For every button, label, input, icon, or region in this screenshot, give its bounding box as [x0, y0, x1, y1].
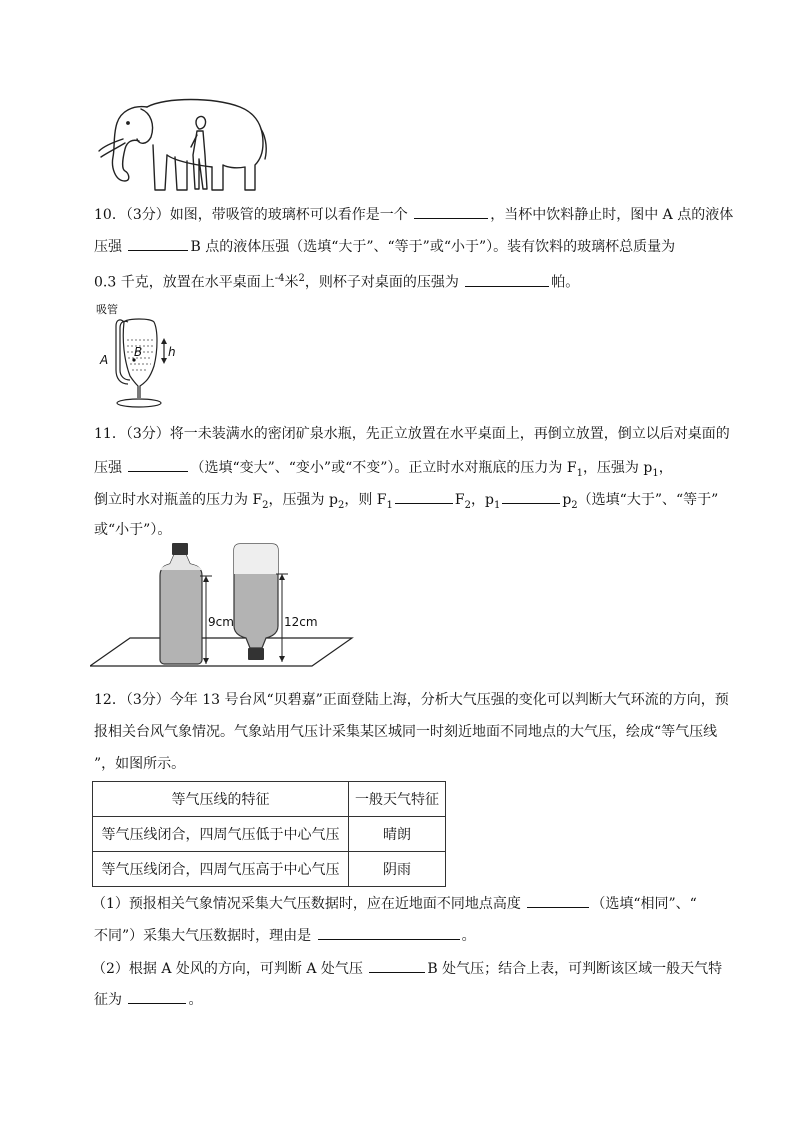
q12-blank-3[interactable]: [369, 958, 425, 973]
q12-sub1-text-1b: （选填“相同”、“: [591, 896, 697, 912]
q10-text-3a: 0.3 千克，放置在水平桌面上: [94, 274, 275, 291]
q11-text-2d: ，: [658, 460, 673, 476]
q10-text-3b: 米: [284, 274, 299, 291]
q10-number: 10．: [94, 207, 126, 223]
q10-text-3c: ，则杯子对桌面的压强为: [304, 274, 459, 291]
table-header-cell: 等气压线的特征: [93, 782, 349, 817]
q12-sub1-text-2b: 。: [461, 928, 476, 944]
q12-sub2-text-2b: 。: [188, 992, 203, 1008]
q12-line-1: [94, 690, 729, 710]
bottles-figure: [90, 540, 360, 670]
sub-7: 1: [493, 499, 501, 511]
q12-sub2-text-2a: 征为: [94, 992, 122, 1008]
table-row: [93, 817, 446, 852]
q11-text-4: 或“小于”）。: [94, 522, 172, 538]
fig-label-A: A: [100, 353, 109, 367]
sub-2: 1: [652, 467, 659, 479]
q11-number: 11．: [94, 426, 126, 442]
q12-sub2-text-1b: B 处气压；结合上表，可判断该区域一般天气特: [427, 961, 723, 977]
q11-text-2a: 压强: [94, 460, 122, 476]
q12-sub1-line-1: [92, 893, 697, 914]
q10-blank-1[interactable]: [414, 204, 488, 219]
isobar-feature-table: [92, 781, 446, 887]
sub-1: 1: [576, 467, 583, 479]
sub-6: 2: [464, 499, 471, 511]
table-header-row: [93, 782, 446, 817]
sub-8: 2: [571, 499, 578, 511]
q11-line-2: [94, 457, 673, 484]
q12-blank-4[interactable]: [128, 989, 186, 1004]
q11-line-3: [94, 489, 718, 516]
q11-text-3e: ，p: [470, 492, 494, 508]
fig-label-B: B: [134, 345, 143, 359]
q11-text-3c: ，则 F: [344, 492, 387, 508]
q10-blank-2[interactable]: [128, 236, 188, 251]
q12-line-3: [94, 754, 185, 774]
q12-text-1: 今年 13 号台风“贝碧嘉”正面登陆上海，分析大气压强的变化可以判断大气环流的方向，预: [169, 692, 729, 708]
q12-sub2-line-1: [92, 958, 722, 979]
q11-text-2c: ，压强为 p: [582, 460, 653, 476]
q10-text-3d: 帕。: [551, 274, 580, 291]
table-row: [93, 852, 446, 887]
table-cell: 等气压线闭合，四周气压高于中心气压: [93, 852, 349, 887]
q12-text-3: ”，如图所示。: [94, 756, 186, 772]
q12-sub2-line-2: [94, 989, 202, 1010]
q11-text-3f: p: [562, 492, 572, 508]
q11-blank-2[interactable]: [395, 489, 453, 504]
q10-line-1: [94, 204, 733, 225]
q12-score: （3分）: [125, 692, 170, 708]
q10-line-3: [94, 269, 579, 293]
fig-label-h: h: [168, 345, 176, 359]
q10-exp-1: -4: [274, 273, 285, 284]
q11-text-3d: F: [454, 492, 465, 508]
q10-line-2: [94, 236, 675, 257]
q12-blank-2[interactable]: [318, 925, 460, 940]
q12-line-2: [94, 722, 717, 742]
q11-blank-1[interactable]: [128, 457, 188, 472]
table-cell: 晴朗: [349, 817, 446, 852]
q10-score: （3分）: [125, 207, 170, 223]
q12-sub1-text-2a: 不同”）采集大气压数据时，理由是: [94, 928, 312, 944]
q11-text-3a: 倒立时水对瓶盖的压力为 F: [94, 492, 263, 508]
q10-text-2b: B 点的液体压强（选填“大于”、“等于”或“小于”）。装有饮料的玻璃杯总质量为: [190, 239, 676, 255]
q11-text-2b: （选填“变大”、“变小”或“不变”）。正立时水对瓶底的压力为 F: [190, 460, 577, 476]
q11-text-3b: ，压强为 p: [268, 492, 338, 508]
table-cell: 等气压线闭合，四周气压低于中心气压: [93, 817, 349, 852]
q10-blank-3[interactable]: [465, 272, 549, 287]
q11-text-3g: （选填“大于”、“等于”: [577, 492, 719, 508]
fig-label-12cm: 12cm: [284, 615, 318, 629]
table-cell: 阴雨: [349, 852, 446, 887]
glass-with-straw-figure: [94, 300, 184, 410]
q11-blank-3[interactable]: [502, 489, 560, 504]
q12-sub1-line-2: [94, 925, 476, 946]
q11-line-1: [94, 424, 730, 444]
q12-text-2: 报相关台风气象情况。气象站用气压计采集某区城同一时刻近地面不同地点的大气压，绘成“等气压线: [94, 724, 718, 740]
q11-score: （3分）: [125, 426, 170, 442]
q10-exp-2: 2: [298, 273, 305, 284]
sub-3: 2: [262, 499, 269, 511]
q12-number: 12．: [94, 692, 126, 708]
q12-sub1-text-1a: （1）预报相关气象情况采集大气压数据时，应在近地面不同地点高度: [92, 896, 521, 912]
table-header-cell: 一般天气特征: [349, 782, 446, 817]
q10-text-1b: ，当杯中饮料静止时，图中 A 点的液体: [490, 207, 734, 223]
q12-blank-1[interactable]: [527, 893, 589, 908]
fig-label-9cm: 9cm: [208, 615, 234, 629]
q11-text-1: 将一未装满水的密闭矿泉水瓶，先正立放置在水平桌面上，再倒立放置，倒立以后对桌面的: [169, 426, 730, 442]
fig-label-straw: 吸管: [96, 303, 118, 316]
q12-sub2-text-1a: （2）根据 A 处风的方向，可判断 A 处气压: [92, 961, 363, 977]
q11-line-4: [94, 520, 171, 540]
sub-5: 1: [386, 499, 393, 511]
sub-4: 2: [337, 499, 345, 511]
q10-text-2a: 压强: [94, 239, 122, 255]
elephant-illustration: [95, 95, 270, 195]
q10-text-1a: 如图，带吸管的玻璃杯可以看作是一个: [169, 207, 408, 223]
